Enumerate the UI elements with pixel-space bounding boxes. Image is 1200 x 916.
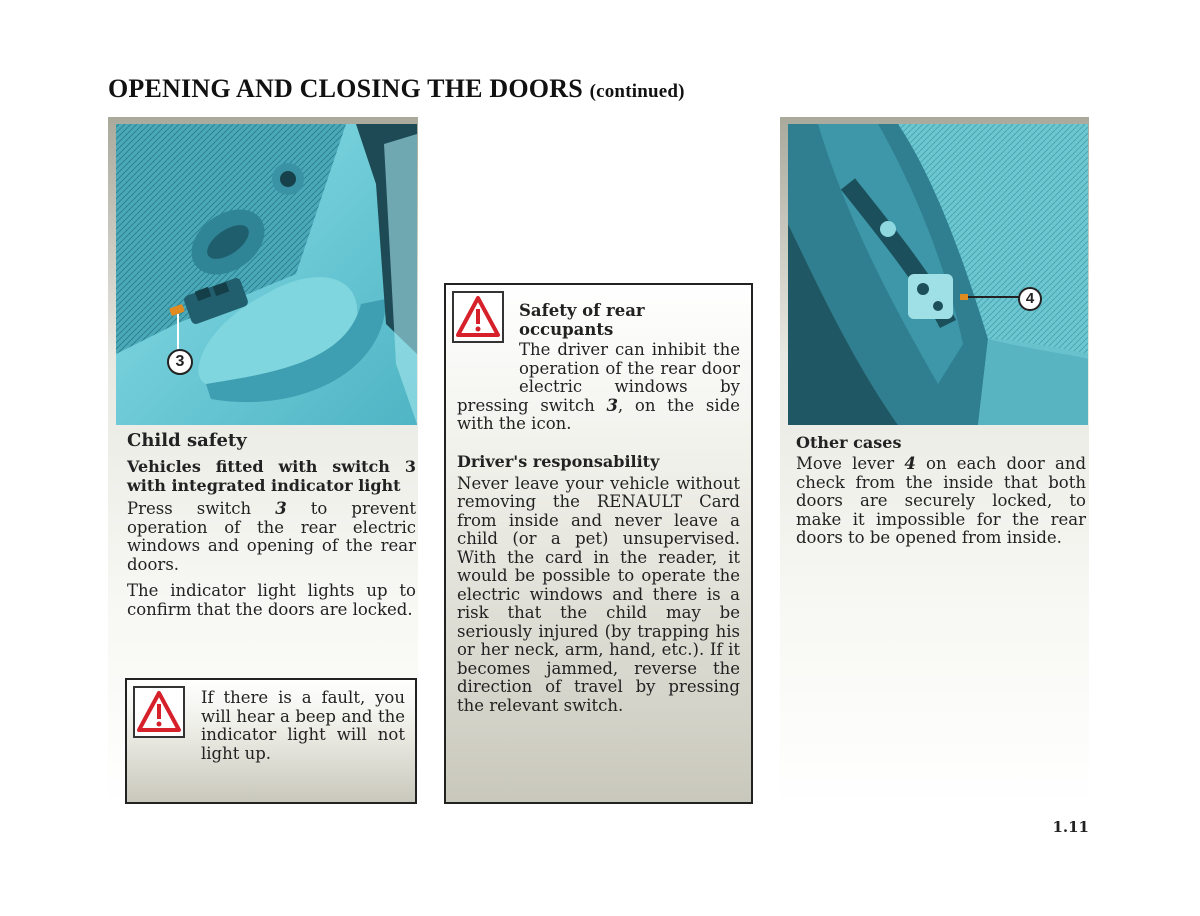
rear-occupants-heading: Safety of rear occupants	[519, 301, 645, 339]
para-text: to prevent operation of the rear electric windows and opening of the rear doors.	[127, 499, 416, 574]
switch-ref: 3	[606, 395, 618, 415]
page-title	[108, 74, 685, 104]
driver-responsability-heading: Driver's responsability	[457, 451, 660, 471]
title-suffix: (continued)	[589, 81, 685, 102]
press-switch-paragraph	[127, 500, 416, 574]
para-text: , on the side with the icon.	[457, 395, 740, 433]
rear-occupants-box	[444, 283, 753, 804]
para-text: on each door and check from the inside that both doors are securely locked, to make it impossible for the rear doors to be opened from inside.	[796, 454, 1087, 547]
child-safety-heading: Child safety	[127, 430, 247, 451]
warning-triangle-icon	[133, 686, 185, 738]
switch-ref: 3	[275, 499, 287, 518]
column3-text	[796, 433, 1086, 548]
page-number: 1.11	[1052, 818, 1089, 836]
callout-3-label: 3	[175, 353, 185, 370]
lever-ref: 4	[904, 454, 916, 473]
driver-responsability-paragraph: Never leave your vehicle without removing the RENAULT Card from inside and never leave a child (or a pet) unsupervised. With the card in the reader, it would be possible to operate the electric windows and there is a risk that the child may be seriously injured (by trapping his or her neck, arm, hand, etc.). If it becomes jammed, reverse the direction of travel by pressing the relevant switch.	[457, 473, 740, 715]
other-cases-heading: Other cases	[796, 433, 902, 452]
door-switch-photo	[116, 124, 417, 425]
fault-warning-box	[125, 678, 417, 804]
para-text: Press switch	[127, 499, 276, 518]
callout-3	[167, 349, 193, 375]
callout-4	[1018, 287, 1042, 311]
fault-warning-text: If there is a fault, you will hear a beep and the indicator light will not light up.	[201, 688, 405, 763]
para-text: Move lever	[796, 454, 905, 473]
callout-4-label: 4	[1025, 290, 1035, 307]
rear-occupants-text	[457, 301, 740, 715]
inhibit-paragraph	[457, 341, 740, 434]
other-cases-paragraph	[796, 455, 1086, 548]
title-main: OPENING AND CLOSING THE DOORS	[108, 74, 583, 103]
switch-subheading: Vehicles fitted with switch 3 with integrated indicator light	[127, 457, 416, 495]
para-text: The driver can inhibit the operation of the rear door electric windows by pressing switch	[457, 340, 740, 415]
door-lever-photo	[788, 124, 1088, 425]
indicator-paragraph: The indicator light lights up to confirm that the doors are locked.	[127, 581, 416, 619]
column1-text	[127, 430, 416, 619]
